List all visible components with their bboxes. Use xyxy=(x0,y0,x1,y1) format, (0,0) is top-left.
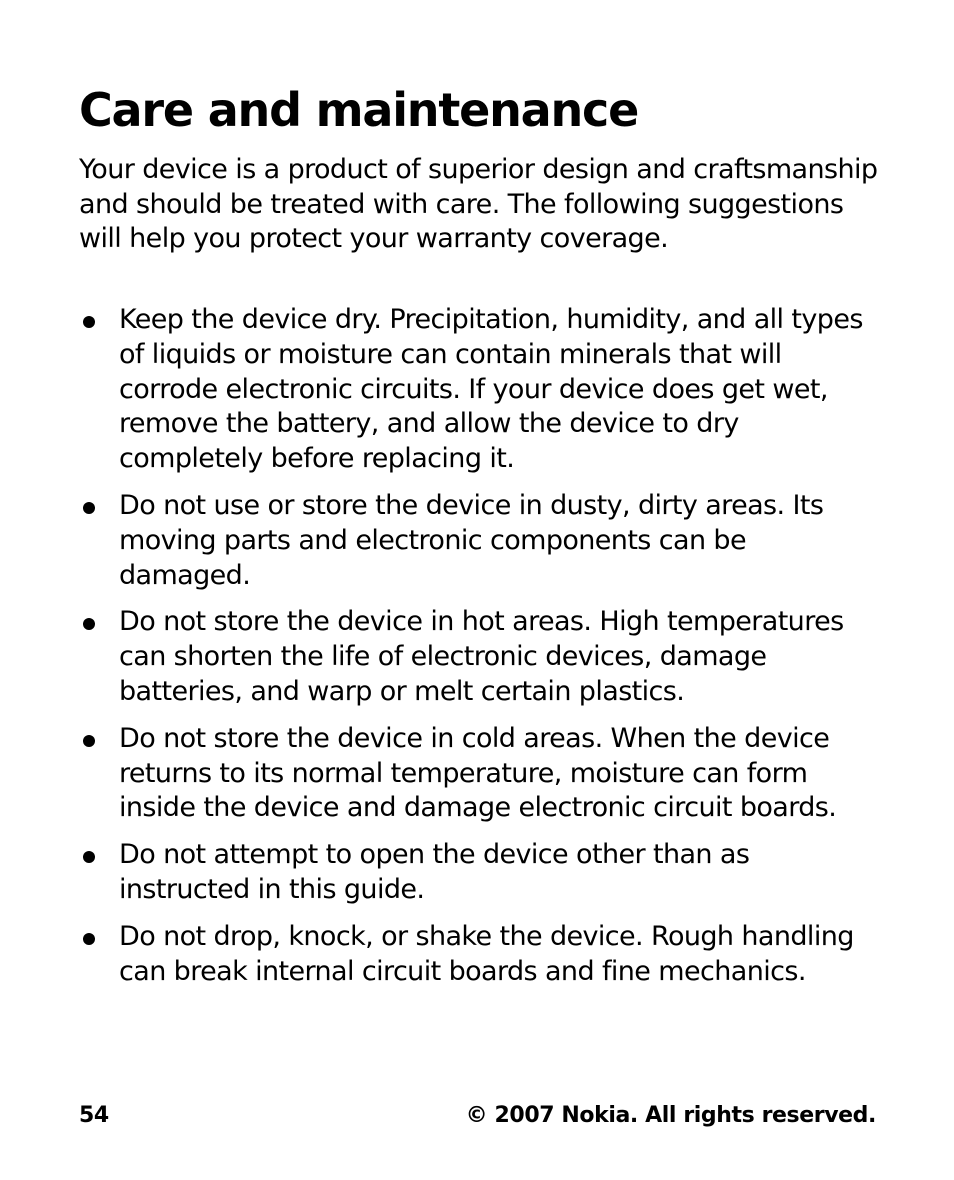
list-item-text: Do not attempt to open the device other than as instructed in this guide. xyxy=(119,839,750,905)
list-item xyxy=(79,303,879,477)
bullet-icon xyxy=(83,851,95,863)
list-item-text: Keep the device dry. Precipitation, humidity, and all types of liquids or moisture can contain minerals that will corrode electronic circuits. If your device does get wet, remove the battery, and allow the device to dry completely before replacing it. xyxy=(119,304,863,475)
bullet-icon xyxy=(83,618,95,630)
bullet-icon xyxy=(83,502,95,514)
bullet-icon xyxy=(83,933,95,945)
document-page xyxy=(79,0,876,1180)
list-item xyxy=(79,838,879,908)
list-item xyxy=(79,920,879,990)
list-item xyxy=(79,489,879,593)
page-footer xyxy=(79,1100,876,1132)
list-item-text: Do not use or store the device in dusty, dirty areas. Its moving parts and electronic components can be damaged. xyxy=(119,489,824,591)
bullet-icon xyxy=(83,316,95,328)
intro-paragraph: Your device is a product of superior design and craftsmanship and should be treated with care. The following suggestions will help you protect your warranty coverage. xyxy=(79,154,878,255)
list-item-text: Do not store the device in cold areas. When the device returns to its normal temperature, moisture can form inside the device and damage electronic circuit boards. xyxy=(119,722,837,824)
page-number: 54 xyxy=(79,1103,109,1128)
list-item-text: Do not drop, knock, or shake the device. Rough handling can break internal circuit boards and fine mechanics. xyxy=(119,920,854,987)
copyright-notice: © 2007 Nokia. All rights reserved. xyxy=(465,1103,876,1128)
list-item xyxy=(79,605,879,709)
care-suggestions-list xyxy=(79,303,879,1001)
list-item-text: Do not store the device in hot areas. High temperatures can shorten the life of electronic devices, damage batteries, and warp or melt certain plastics. xyxy=(119,606,844,707)
page-title: Care and maintenance xyxy=(79,83,639,137)
bullet-icon xyxy=(83,735,95,747)
list-item xyxy=(79,722,879,826)
